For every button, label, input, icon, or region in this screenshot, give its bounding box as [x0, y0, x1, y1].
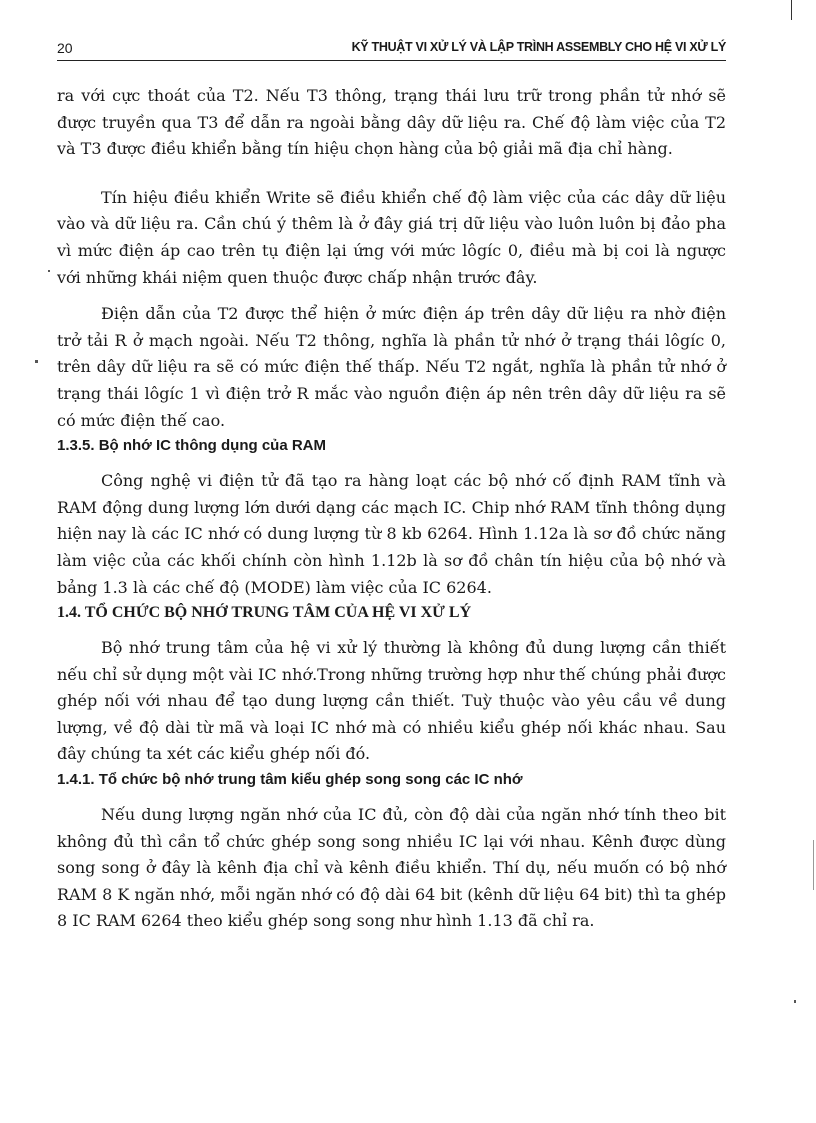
scan-edge-mark — [791, 0, 792, 20]
running-title: KỸ THUẬT VI XỬ LÝ VÀ LẬP TRÌNH ASSEMBLY CHO HỆ VI XỬ LÝ — [351, 40, 726, 54]
paragraph: ra với cực thoát của T2. Nếu T3 thông, trạng thái lưu trữ trong phần tử nhớ sẽ được truyền qua T3 để dẫn ra ngoài bằng dây dữ liệu ra. Chế độ làm việc của T2 và T3 được điều khiển bằng tín hiệu chọn hàng của bộ giải mã địa chỉ hàng. — [57, 86, 726, 159]
page-number: 20 — [57, 40, 73, 56]
subsection-heading: 1.4.1. Tổ chức bộ nhớ trung tâm kiểu ghép song song các IC nhớ — [57, 771, 523, 789]
paragraph: Nếu dung lượng ngăn nhớ của IC đủ, còn độ dài của ngăn nhớ tính theo bit không đủ thì cần tổ chức ghép song song nhiều IC lại với nhau. Kênh được dùng song song ở đây là kênh địa chỉ và kênh điều khiển. Thí dụ, nếu muốn có bộ nhớ RAM 8 K ngăn nhớ, mỗi ngăn nhớ có độ dài 64 bit (kênh dữ liệu 64 bit) thì ta ghép 8 IC RAM 6264 theo kiểu ghép song song như hình 1.13 đã chỉ ra. — [57, 805, 726, 931]
paragraph: Điện dẫn của T2 được thể hiện ở mức điện áp trên dây dữ liệu ra nhờ điện trở tải R ở mạch ngoài. Nếu T2 thông, nghĩa là phần tử nhớ ở trạng thái lôgíc 0, trên dây dữ liệu ra sẽ có mức điện thế thấp. Nếu T2 ngắt, nghĩa là phần tử nhớ ở trạng thái lôgíc 1 vì điện trở R mắc vào nguồn điện áp nên trên dây dữ liệu ra sẽ có mức điện thế cao. — [57, 304, 726, 430]
paragraph: Tín hiệu điều khiển Write sẽ điều khiển chế độ làm việc của các dây dữ liệu vào và dữ liệu ra. Cần chú ý thêm là ở đây giá trị dữ liệu vào luôn luôn bị đảo pha vì mức điện áp cao trên tụ điện lại ứng với mức lôgíc 0, điều mà bị coi là ngược với những khái niệm quen thuộc được chấp nhận trước đây. — [57, 187, 726, 287]
header-rule — [57, 60, 726, 61]
page-header — [57, 40, 726, 60]
scan-edge-mark — [813, 840, 814, 890]
scan-speck — [35, 360, 38, 363]
section-heading: 1.4. TỔ CHỨC BỘ NHỚ TRUNG TÂM CỦA HỆ VI XỬ LÝ — [57, 604, 472, 622]
scan-speck — [794, 1000, 796, 1003]
page-body — [57, 83, 726, 935]
paragraph: Bộ nhớ trung tâm của hệ vi xử lý thường là không đủ dung lượng cần thiết nếu chỉ sử dụng một vài IC nhớ.Trong những trường hợp như thế chúng phải được ghép nối với nhau để tạo dung lượng cần thiết. Tuỳ thuộc vào yêu cầu về dung lượng, về độ dài từ mã và loại IC nhớ mà có nhiều kiểu ghép nối khác nhau. Sau đây chúng ta xét các kiểu ghép nối đó. — [57, 638, 726, 764]
section-heading: 1.3.5. Bộ nhớ IC thông dụng của RAM — [57, 437, 326, 455]
scan-speck — [48, 270, 50, 272]
paragraph: Công nghệ vi điện tử đã tạo ra hàng loạt các bộ nhớ cố định RAM tĩnh và RAM động dung lượng lớn dưới dạng các mạch IC. Chip nhớ RAM tĩnh thông dụng hiện nay là các IC nhớ có dung lượng từ 8 kb 6264. Hình 1.12a là sơ đồ chức năng làm việc của các khối chính còn hình 1.12b là sơ đồ chân tín hiệu của bộ nhớ và bảng 1.3 là các chế độ (MODE) làm việc của IC 6264. — [57, 471, 726, 597]
